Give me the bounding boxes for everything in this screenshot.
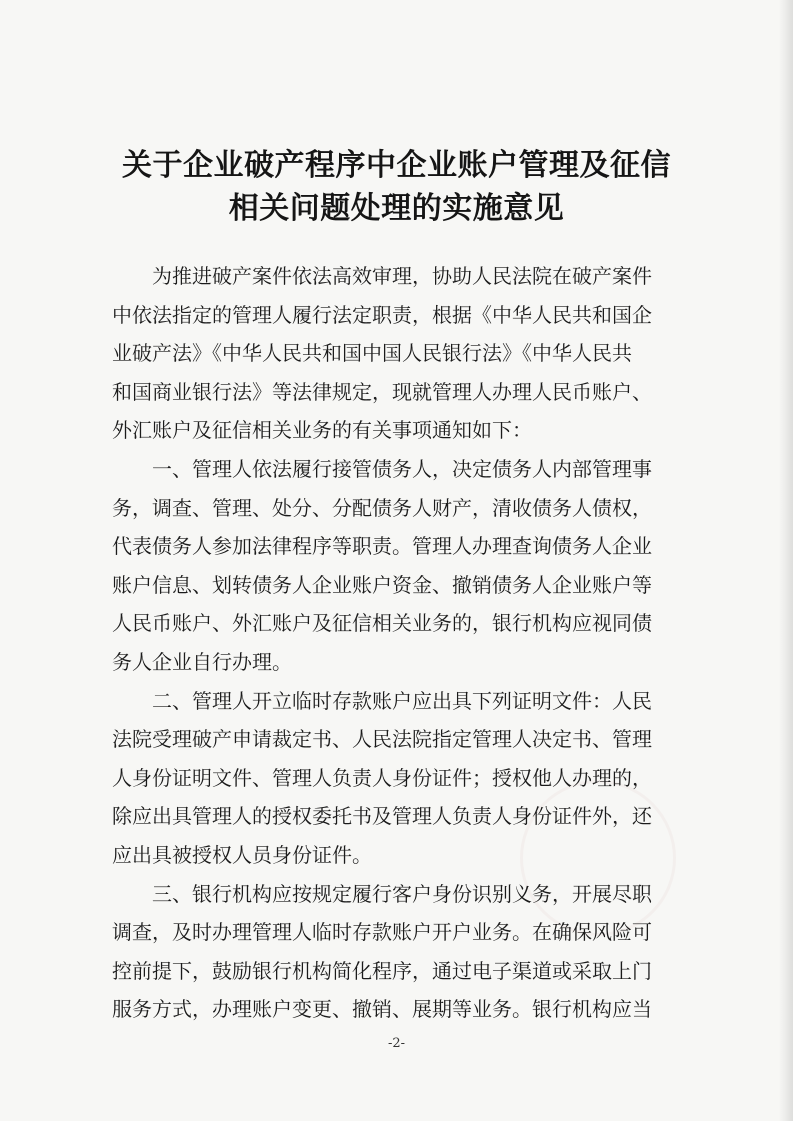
paragraph-line: 外汇账户及征信相关业务的有关事项通知如下： bbox=[112, 418, 532, 443]
paragraph-line: 法院受理破产申请裁定书、人民法院指定管理人决定书、管理 bbox=[112, 727, 652, 752]
paragraph-line: 账户信息、划转债务人企业账户资金、撤销债务人企业账户等 bbox=[112, 572, 652, 597]
paragraph-line: 业破产法》《中华人民共和国中国人民银行法》《中华人民共 bbox=[112, 341, 632, 366]
paragraph-line: 除应出具管理人的授权委托书及管理人负责人身份证件外，还 bbox=[112, 804, 652, 829]
paragraph-line: 控前提下，鼓励银行机构简化程序，通过电子渠道或采取上门 bbox=[112, 958, 652, 983]
paragraph-line: 服务方式，办理账户变更、撤销、展期等业务。银行机构应当 bbox=[112, 997, 652, 1022]
paragraph-line: 务人企业自行办理。 bbox=[112, 649, 292, 674]
paragraph-line: 人身份证明文件、管理人负责人身份证件；授权他人办理的， bbox=[112, 765, 652, 790]
paragraph-line: 中依法指定的管理人履行法定职责，根据《中华人民共和国企 bbox=[112, 302, 652, 327]
paragraph-line: 和国商业银行法》等法律规定，现就管理人办理人民币账户、 bbox=[112, 379, 652, 404]
paragraph-line: 三、银行机构应按规定履行客户身份识别义务，开展尽职 bbox=[152, 881, 652, 906]
paragraph-line: 一、管理人依法履行接管债务人，决定债务人内部管理事 bbox=[152, 456, 652, 481]
document-title-line-2: 相关问题处理的实施意见 bbox=[228, 191, 565, 226]
paragraph-line: 为推进破产案件依法高效审理，协助人民法院在破产案件 bbox=[152, 264, 652, 288]
paragraph-line: 应出具被授权人员身份证件。 bbox=[112, 842, 372, 867]
paragraph-line: 人民币账户、外汇账户及征信相关业务的，银行机构应视同债 bbox=[112, 611, 652, 636]
document-title-line-1: 关于企业破产程序中企业账户管理及征信 bbox=[122, 148, 671, 183]
paragraph-line: 二、管理人开立临时存款账户应出具下列证明文件：人民 bbox=[152, 688, 652, 713]
page-number: -2- bbox=[387, 1036, 406, 1051]
paragraph-line: 调查，及时办理管理人临时存款账户开户业务。在确保风险可 bbox=[112, 920, 652, 945]
document-body bbox=[112, 257, 712, 1029]
paragraph-line: 务，调查、管理、处分、分配债务人财产，清收债务人债权， bbox=[112, 495, 652, 520]
paragraph-line: 代表债务人参加法律程序等职责。管理人办理查询债务人企业 bbox=[112, 534, 652, 559]
